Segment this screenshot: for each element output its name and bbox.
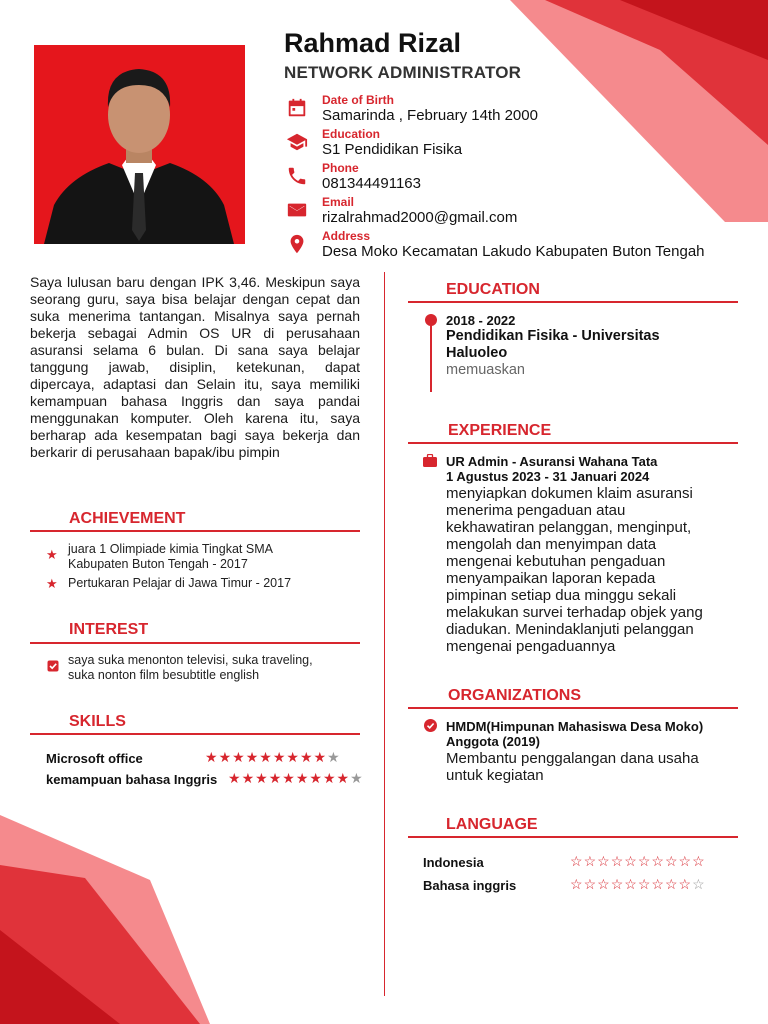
- language-divider: [408, 836, 738, 838]
- star-icon: ★: [313, 749, 328, 765]
- skill-rating-english: [228, 770, 364, 787]
- skills-title: SKILLS: [69, 713, 126, 730]
- skill-label-microsoft-office: Microsoft office: [46, 751, 143, 766]
- star-icon: ★: [268, 770, 283, 786]
- star-icon: ☆: [610, 853, 625, 869]
- experience-divider: [408, 442, 738, 444]
- education-note: memuaskan: [446, 362, 525, 378]
- experience-line: mengolah dan menyimpan data: [446, 536, 657, 553]
- interest-divider: [30, 642, 360, 644]
- dob-value: Samarinda , February 14th 2000: [322, 107, 538, 124]
- star-icon: ★: [282, 770, 296, 786]
- dob-label: Date of Birth: [322, 93, 394, 107]
- education-degree-line1: Pendidikan Fisika - Universitas: [446, 328, 660, 344]
- experience-line: mengenai pengaduannya: [446, 638, 616, 655]
- experience-description: [446, 485, 746, 655]
- star-icon: ☆: [570, 876, 584, 892]
- star-icon: ☆: [610, 876, 625, 892]
- star-icon: ★: [241, 770, 256, 786]
- star-bullet-icon: ★: [46, 547, 58, 562]
- star-icon: ★: [205, 749, 219, 765]
- star-icon: ★: [336, 770, 351, 786]
- person-name: Rahmad Rizal: [284, 28, 462, 58]
- star-icon: ☆: [624, 876, 638, 892]
- education-years: 2018 - 2022: [446, 313, 516, 328]
- timeline-dot-icon: [425, 314, 437, 326]
- phone-value: 081344491163: [322, 175, 421, 192]
- star-icon: ★: [327, 749, 341, 765]
- star-icon: ☆: [570, 853, 584, 869]
- star-icon: ☆: [651, 853, 665, 869]
- check-circle-icon: [424, 719, 437, 732]
- interest-title: INTEREST: [69, 621, 149, 638]
- phone-icon: [286, 165, 308, 187]
- organizations-divider: [408, 707, 738, 709]
- achievement-item-1-line1: juara 1 Olimpiade kimia Tingkat SMA: [68, 542, 273, 556]
- about-paragraph: Saya lulusan baru dengan IPK 3,46. Meskipun saya seorang guru, saya bisa belajar dengan cepat dan suka menerima tantangan. Misalnya saya pernah bekerja sebagai Admin OS UR di perusahaan asuransi selama 6 bulan. Di sana saya belajar tanggung jawab, disiplin, ketekunan, dapat dipercaya, adaptasi dan Selain itu, saya memiliki kemampuan bahasa Inggris dan saya pandai menggunakan komputer. Oleh karena itu, saya berharap ada kesempatan bagi saya bekerja dan berkarir di perusahaan bapak/ibu pimpin: [30, 274, 360, 460]
- column-divider: [384, 272, 385, 996]
- star-icon: ☆: [692, 853, 706, 869]
- organizations-title: ORGANIZATIONS: [448, 687, 582, 704]
- star-icon: ★: [245, 749, 260, 765]
- checkbox-icon: [47, 660, 59, 672]
- profile-photo: [34, 45, 245, 244]
- location-pin-icon: [286, 233, 308, 255]
- education-value: S1 Pendidikan Fisika: [322, 141, 463, 158]
- briefcase-icon: [423, 454, 437, 467]
- address-label: Address: [322, 229, 371, 243]
- experience-line: menyampaikan laporan kepada: [446, 570, 656, 587]
- star-icon: ☆: [583, 876, 598, 892]
- education-divider: [408, 301, 738, 303]
- star-icon: ★: [322, 770, 337, 786]
- experience-line: kekhawatiran pelanggan, menginput,: [446, 519, 692, 536]
- interest-line1: saya suka menonton televisi, suka traveling,: [68, 653, 313, 667]
- star-icon: ★: [255, 770, 269, 786]
- achievement-title: ACHIEVEMENT: [69, 510, 186, 527]
- star-icon: ★: [299, 749, 314, 765]
- star-icon: ☆: [651, 876, 665, 892]
- star-icon: ☆: [624, 853, 638, 869]
- education-degree-line2: Haluoleo: [446, 345, 508, 361]
- experience-period: 1 Agustus 2023 - 31 Januari 2024: [446, 469, 650, 484]
- experience-title: EXPERIENCE: [448, 422, 552, 439]
- star-icon: ★: [218, 749, 233, 765]
- star-icon: ★: [232, 749, 246, 765]
- job-title: NETWORK ADMINISTRATOR: [284, 63, 522, 82]
- organization-role: Anggota (2019): [446, 734, 540, 749]
- education-degree: [446, 328, 660, 362]
- star-icon: ★: [286, 749, 300, 765]
- star-icon: ☆: [637, 876, 652, 892]
- organization-line1: Membantu penggalangan dana usaha: [446, 750, 699, 767]
- experience-line: pimpinan setiap dua minggu sekali: [446, 587, 677, 604]
- address-value: Desa Moko Kecamatan Lakudo Kabupaten Buton Tengah: [322, 243, 705, 260]
- star-icon: ★: [350, 770, 364, 786]
- experience-line: menyiapkan dokumen klaim asuransi: [446, 485, 693, 502]
- timeline-line: [430, 320, 432, 392]
- star-icon: ★: [272, 749, 287, 765]
- star-icon: ★: [228, 770, 242, 786]
- experience-line: menerima pengaduan atau: [446, 502, 626, 519]
- skill-label-english: kemampuan bahasa Inggris: [46, 772, 218, 787]
- star-bullet-icon: ★: [46, 576, 58, 591]
- language-title: LANGUAGE: [446, 816, 538, 833]
- organization-description: [446, 750, 699, 784]
- star-icon: ☆: [597, 853, 611, 869]
- interest-text: [68, 653, 313, 683]
- star-icon: ☆: [678, 876, 693, 892]
- experience-line: diadukan. Menindaklanjuti pelanggan: [446, 621, 694, 638]
- language-label-english: Bahasa inggris: [423, 878, 517, 893]
- phone-label: Phone: [322, 161, 359, 175]
- achievement-item-1: [68, 542, 273, 572]
- language-label-indonesia: Indonesia: [423, 855, 484, 870]
- achievement-divider: [30, 530, 360, 532]
- organization-line2: untuk kegiatan: [446, 767, 544, 784]
- skills-divider: [30, 733, 360, 735]
- organization-name: HMDM(Himpunan Mahasiswa Desa Moko): [446, 719, 704, 734]
- email-value[interactable]: rizalrahmad2000@gmail.com: [322, 209, 518, 226]
- star-icon: ☆: [692, 876, 706, 892]
- star-icon: ☆: [664, 853, 679, 869]
- language-rating-english: [570, 876, 706, 893]
- calendar-icon: [286, 97, 308, 119]
- skill-rating-microsoft-office: [205, 749, 341, 766]
- education-title: EDUCATION: [446, 281, 540, 298]
- language-rating-indonesia: [570, 853, 706, 870]
- experience-line: melakukan survei terhadap objek yang: [446, 604, 703, 621]
- email-icon: [286, 199, 308, 221]
- star-icon: ☆: [597, 876, 611, 892]
- experience-role: UR Admin - Asuransi Wahana Tata: [446, 454, 658, 469]
- interest-line2: suka nonton film besubtitle english: [68, 668, 260, 682]
- education-label: Education: [322, 127, 381, 141]
- star-icon: ☆: [637, 853, 652, 869]
- star-icon: ★: [259, 749, 273, 765]
- experience-line: mengenai kebutuhan pengaduan: [446, 553, 666, 570]
- star-icon: ☆: [678, 853, 693, 869]
- graduation-cap-icon: [286, 131, 308, 153]
- star-icon: ☆: [583, 853, 598, 869]
- star-icon: ☆: [664, 876, 679, 892]
- achievement-item-2: Pertukaran Pelajar di Jawa Timur - 2017: [68, 576, 292, 590]
- email-label: Email: [322, 195, 355, 209]
- achievement-item-1-line2: Kabupaten Buton Tengah - 2017: [68, 557, 248, 571]
- star-icon: ★: [295, 770, 310, 786]
- star-icon: ★: [309, 770, 323, 786]
